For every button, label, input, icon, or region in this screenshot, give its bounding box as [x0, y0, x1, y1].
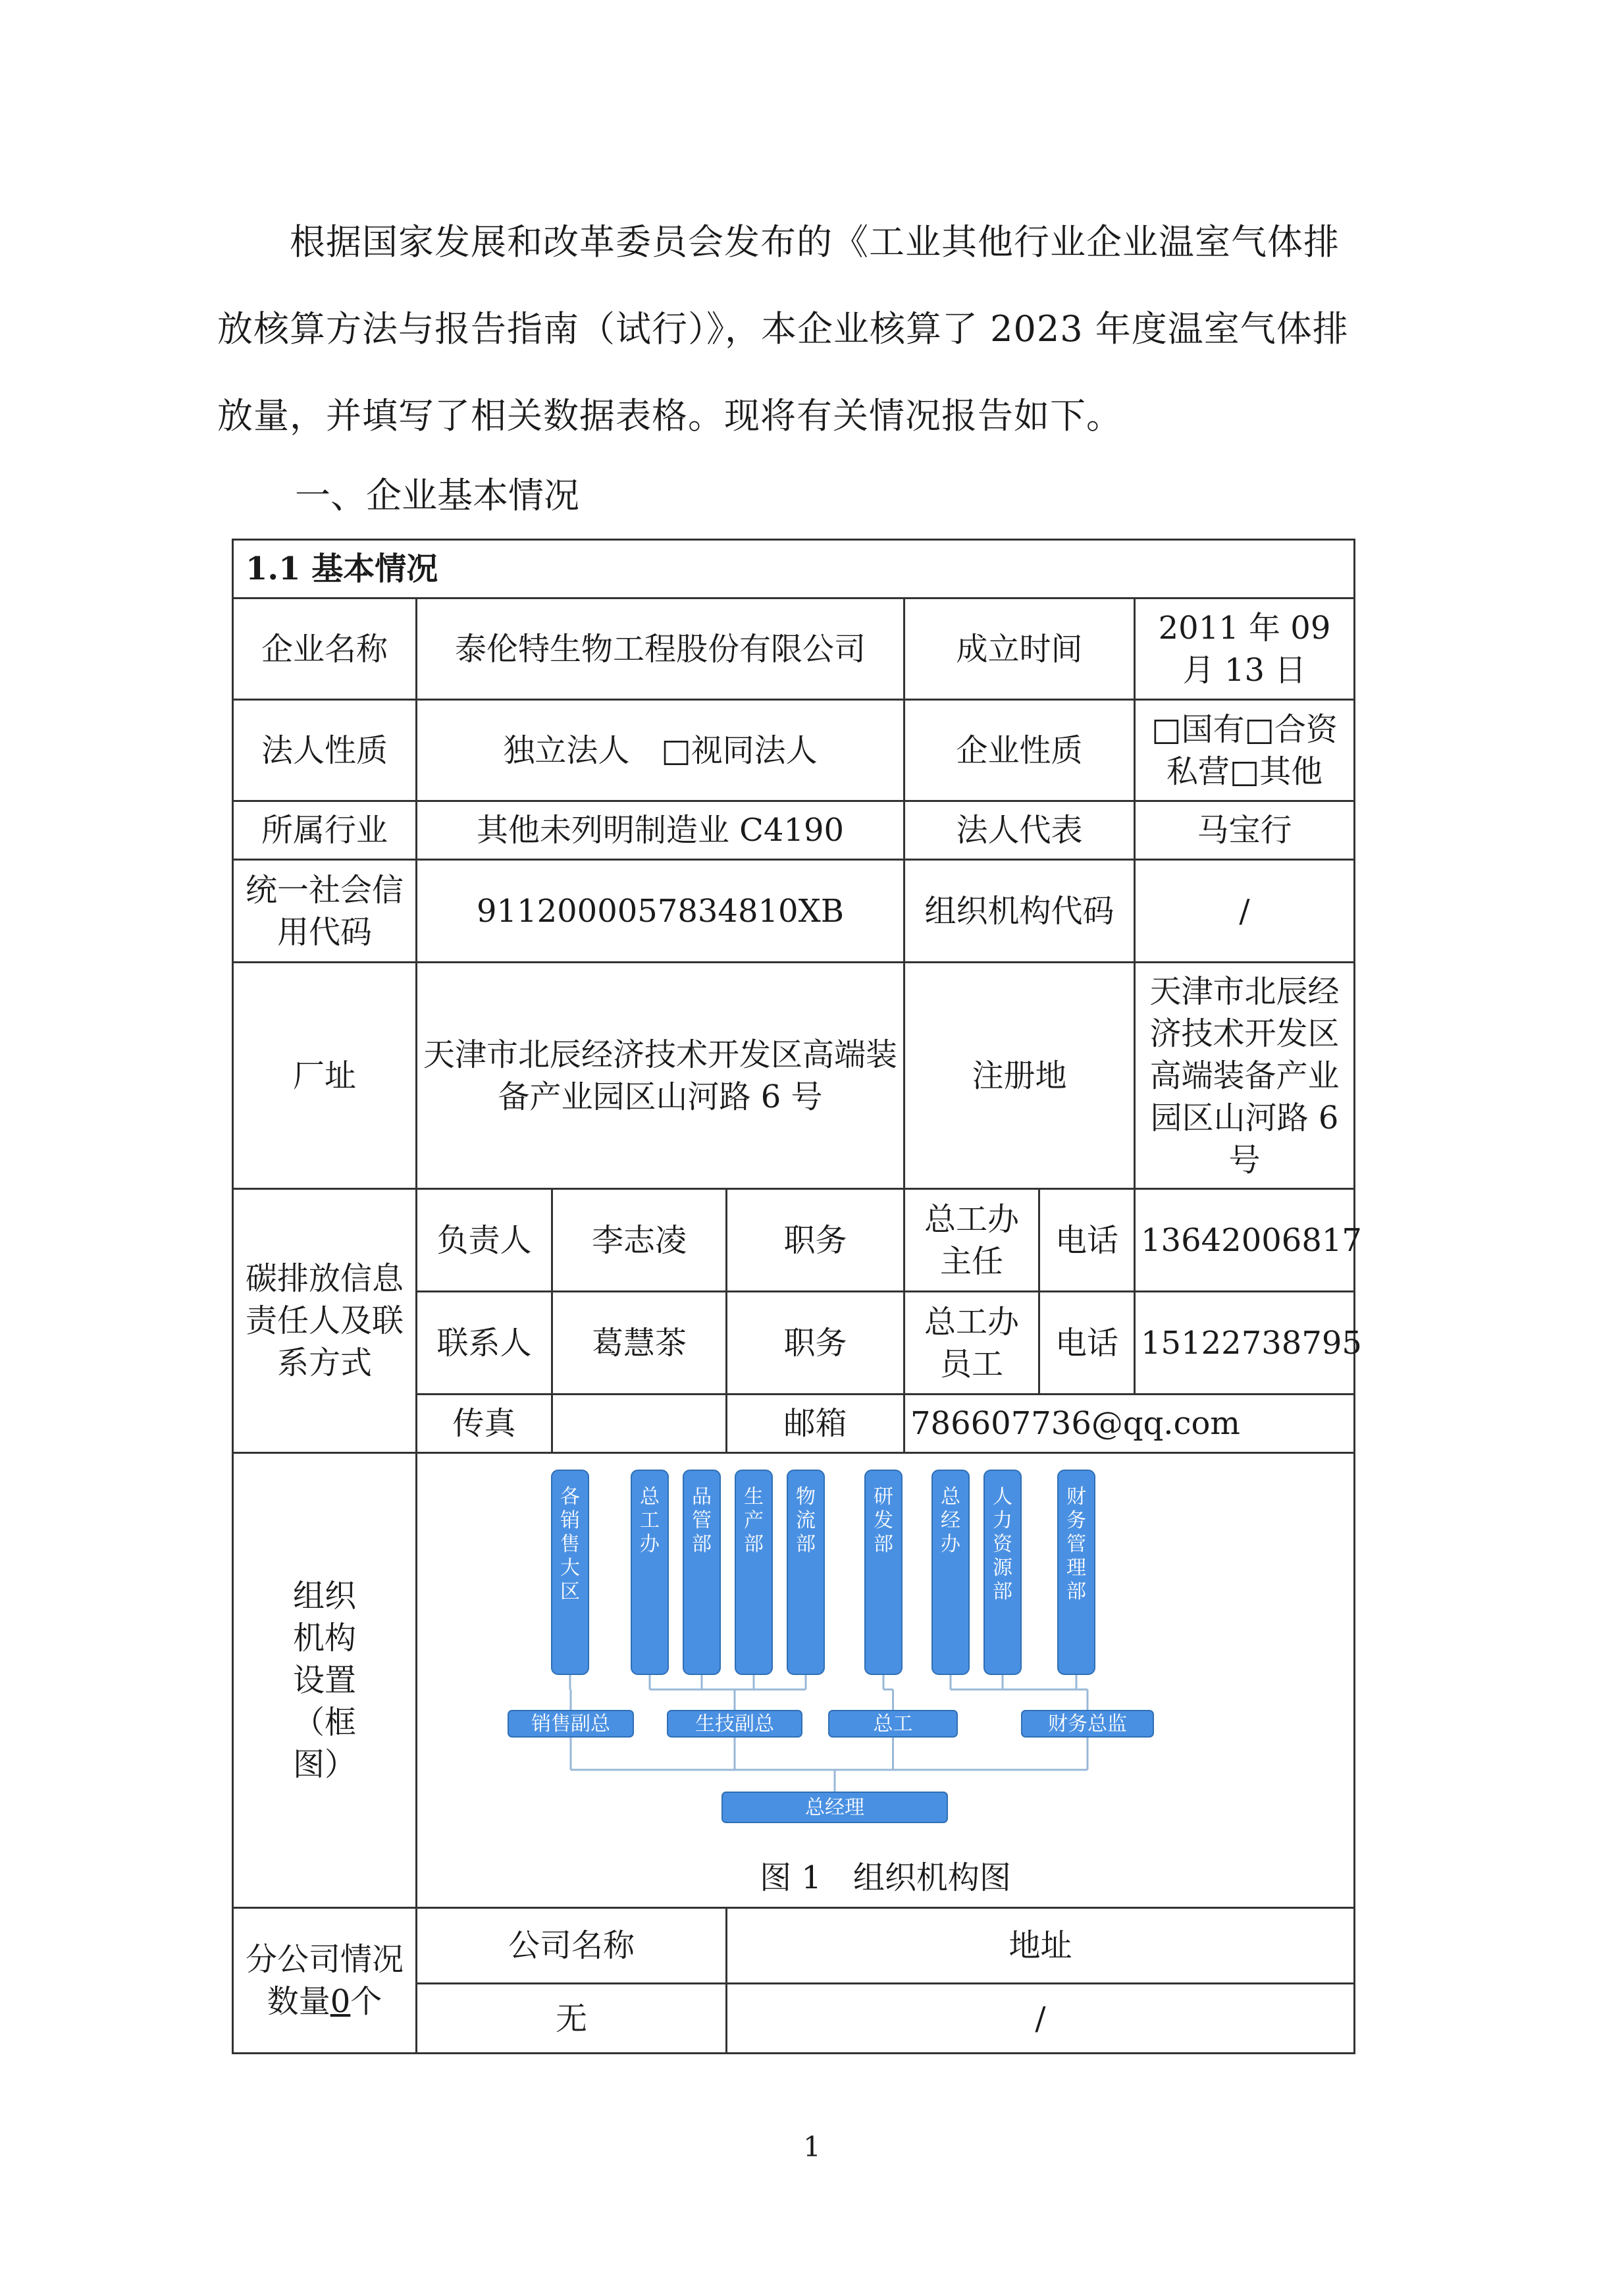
reg-address-label: 注册地: [904, 963, 1135, 1189]
org-chart: [417, 1454, 1353, 1907]
org-dept-label: 人力资源部: [993, 1485, 1012, 1603]
org-dept-label: 研发部: [874, 1485, 893, 1556]
fax-label: 传真: [417, 1395, 552, 1453]
founded-value: 2011 年 09 月 13 日: [1135, 598, 1355, 700]
company-name: 泰伦特生物工程股份有限公司: [417, 598, 904, 700]
contact-position: 总工办员工: [904, 1292, 1039, 1395]
org-dept-label: 生产部: [744, 1485, 764, 1556]
enterprise-type-label: 企业性质: [904, 700, 1135, 801]
org-dept-label: 品管部: [692, 1485, 712, 1556]
branch-count-unit: 个: [350, 1983, 382, 2020]
fax-value: [552, 1395, 727, 1453]
email-value: 786607736@qq.com: [904, 1395, 1355, 1453]
contact-phone: 15122738795: [1135, 1292, 1355, 1395]
branch-count: 0: [330, 1983, 351, 2020]
branch-address: /: [727, 1984, 1355, 2054]
legal-rep: 马宝行: [1135, 801, 1355, 860]
org-top-label: 总经理: [805, 1796, 864, 1819]
person-phone-label: 电话: [1039, 1189, 1135, 1292]
branch-label: [233, 1908, 417, 2054]
org-deputy-label: 财务总监: [1048, 1713, 1127, 1736]
org-chart-cell: [417, 1453, 1355, 1908]
person-position-label: 职务: [727, 1189, 904, 1292]
industry-label: 所属行业: [233, 801, 417, 860]
company-name-label: 企业名称: [233, 598, 417, 700]
basic-info-table: [232, 539, 1362, 2054]
legal-type: 独立法人 □视同法人: [417, 700, 904, 801]
org-structure-label-text: 组织机构设置（框图）: [292, 1578, 356, 1783]
org-chart-diagram: [417, 1454, 1355, 1849]
founded-label: 成立时间: [904, 598, 1135, 700]
org-dept-label: 物流部: [796, 1485, 816, 1556]
branch-count-label: 数量: [267, 1983, 330, 2020]
org-code: /: [1135, 860, 1355, 963]
contact-name: 葛慧茶: [552, 1292, 727, 1395]
person-phone: 13642006817: [1135, 1189, 1355, 1292]
legal-type-label: 法人性质: [233, 700, 417, 801]
org-deputy-label: 总工: [873, 1713, 913, 1736]
reg-address: 天津市北辰经济技术开发区高端装备产业园区山河路 6 号: [1135, 963, 1355, 1189]
org-code-label: 组织机构代码: [904, 860, 1135, 963]
branch-name-label: 公司名称: [417, 1908, 727, 1984]
legal-rep-label: 法人代表: [904, 801, 1135, 860]
contact-position-label: 职务: [727, 1292, 904, 1395]
credit-code: 9112000057834810XB: [417, 860, 904, 963]
person-name: 李志凌: [552, 1189, 727, 1292]
table-header: 1.1 基本情况: [233, 540, 1355, 598]
org-chart-caption: 图 1 组织机构图: [760, 1859, 1011, 1896]
plant-address: 天津市北辰经济技术开发区高端装备产业园区山河路 6 号: [417, 963, 904, 1189]
contact-label: 联系人: [417, 1292, 552, 1395]
industry: 其他未列明制造业 C4190: [417, 801, 904, 860]
branch-address-label: 地址: [727, 1908, 1355, 1984]
intro-paragraph: 根据国家发展和改革委员会发布的《工业其他行业企业温室气体排放核算方法与报告指南（试行）》，本企业核算了 2023 年度温室气体排放量，并填写了相关数据表格。现将有关情况报告如下。: [217, 221, 1349, 437]
contact-phone-label: 电话: [1039, 1292, 1135, 1395]
contact-section-label: 碳排放信息责任人及联系方式: [233, 1189, 417, 1453]
org-structure-label: [233, 1453, 417, 1908]
section-title: 一、企业基本情况: [295, 475, 579, 516]
credit-code-label: 统一社会信用代码: [233, 860, 417, 963]
email-label: 邮箱: [727, 1395, 904, 1453]
person-position: 总工办主任: [904, 1189, 1039, 1292]
plant-address-label: 厂址: [233, 963, 417, 1189]
org-deputy-label: 销售副总: [531, 1713, 610, 1736]
org-dept-label: 财务管理部: [1066, 1485, 1086, 1603]
org-dept-label: 总经办: [941, 1485, 960, 1556]
person-label: 负责人: [417, 1189, 552, 1292]
org-dept-label: 各销售大区: [560, 1485, 580, 1603]
org-deputy-label: 生技副总: [695, 1713, 774, 1736]
page-number: 1: [803, 2131, 821, 2163]
branch-label-text: 分公司情况: [245, 1941, 404, 1978]
branch-name: 无: [417, 1984, 727, 2054]
enterprise-type: □国有□合资私营□其他: [1135, 700, 1355, 801]
org-dept-label: 总工办: [640, 1485, 660, 1556]
